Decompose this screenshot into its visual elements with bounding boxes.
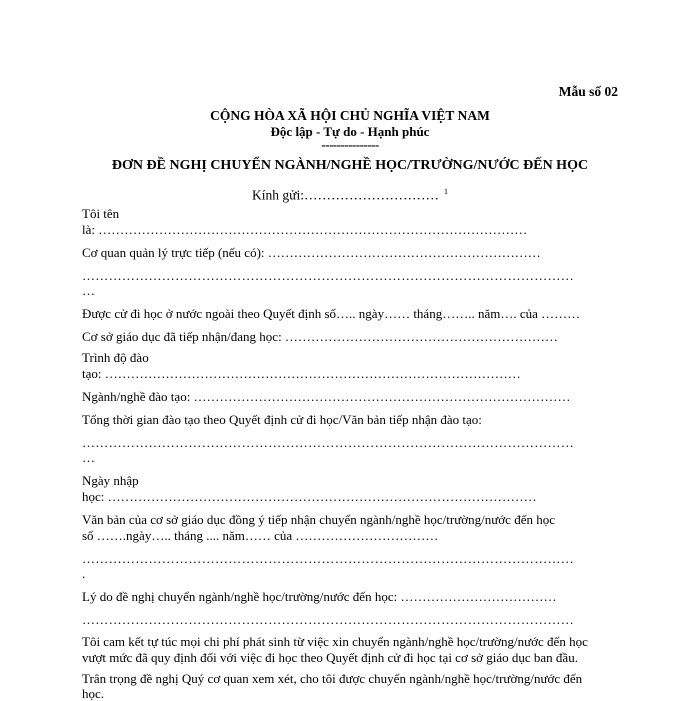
country-header: CỘNG HÒA XÃ HỘI CHỦ NGHĨA VIỆT NAM — [210, 108, 490, 123]
acceptance-field-end: . — [82, 566, 86, 581]
commitment-line-1: Tôi cam kết tự túc mọi chi phí phát sinh từ việc xin chuyển ngành/nghề học/trường/nước đến học — [82, 634, 588, 649]
enroll-label: Ngày nhập — [82, 473, 139, 488]
institution-field: Cơ sở giáo dục đã tiếp nhận/đang học: ……………………………………………………… — [82, 329, 558, 344]
duration-label: Tổng thời gian đào tạo theo Quyết định cử đi học/Văn bản tiếp nhận đào tạo: — [82, 412, 482, 427]
duration-field-end: … — [82, 450, 95, 465]
form-number: Mẫu số 02 — [558, 84, 618, 99]
greeting: Kính gửi:………………………… — [252, 187, 439, 203]
enroll-field: học: ……………………………………………………………………………………… — [82, 489, 537, 504]
reason-field: Lý do đề nghị chuyển ngành/nghề học/trường/nước đến học: ……………………………… — [82, 589, 557, 604]
acceptance-label: Văn bản của cơ sở giáo dục đồng ý tiếp nhận chuyển ngành/nghề học/trường/nước đến học — [82, 512, 555, 527]
duration-field-continuation: ………………………………………………………………………………………………… — [82, 435, 575, 450]
name-label: Tôi tên — [82, 206, 120, 221]
agency-field-continuation: ………………………………………………………………………………………………… — [82, 268, 575, 283]
header-separator: --------------- — [321, 137, 379, 152]
decision-field: Được cử đi học ở nước ngoài theo Quyết định số….. ngày…… tháng…….. năm…. của ……… — [82, 306, 581, 321]
motto: Độc lập - Tự do - Hạnh phúc — [270, 124, 430, 139]
agency-field: Cơ quan quản lý trực tiếp (nếu có): ……………………………………………………… — [82, 245, 541, 260]
greeting-line — [0, 184, 700, 203]
footnote-marker: 1 — [443, 187, 448, 196]
acceptance-field-continuation: ………………………………………………………………………………………………… — [82, 551, 575, 566]
acceptance-number-field: số …….ngày….. tháng .... năm…… của …………………………… — [82, 528, 439, 543]
request-line-2: học. — [82, 686, 105, 701]
major-field: Ngành/nghề đào tạo: …………………………………………………………………………… — [82, 389, 571, 404]
level-label: Trình độ đào — [82, 350, 149, 365]
agency-field-end: … — [82, 283, 95, 298]
request-line-1: Trân trọng đề nghị Quý cơ quan xem xét, cho tôi được chuyển ngành/nghề học/trường/nước đến — [82, 671, 583, 686]
document-title: ĐƠN ĐỀ NGHỊ CHUYỂN NGÀNH/NGHỀ HỌC/TRƯỜNG/NƯỚC ĐẾN HỌC — [111, 158, 589, 173]
reason-field-continuation: ………………………………………………………………………………………………… — [82, 612, 575, 627]
commitment-line-2: vượt mức đã quy định đối với việc đi học theo Quyết định cử đi học tại cơ sở giáo dục ban đầu. — [82, 650, 578, 665]
level-field: tạo: …………………………………………………………………………………… — [82, 366, 521, 381]
name-field: là: ……………………………………………………………………………………… — [82, 222, 528, 237]
